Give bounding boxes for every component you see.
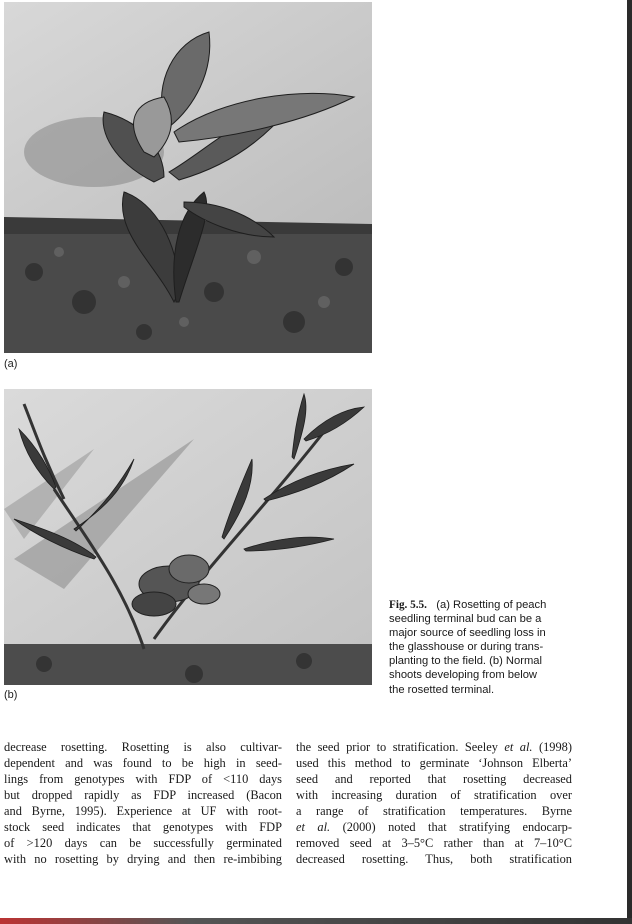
text-line: removed seed at 3–5°C rather than at 7–10°C	[296, 836, 572, 851]
photo-b-image	[4, 389, 372, 685]
text-line: and Byrne, 1995). Experience at UF with root-	[4, 804, 282, 819]
page-right-edge	[627, 0, 632, 924]
text-line: of >120 days can be successfully germinated	[4, 836, 282, 851]
text-line: decrease rosetting. Rosetting is also cultivar-	[4, 740, 282, 754]
caption-line: shoots developing from below	[389, 669, 538, 682]
caption-line: the rosetted terminal.	[389, 683, 495, 696]
text-line: decreased rosetting. Thus, both stratification	[296, 852, 572, 867]
text-line: with increasing duration of stratification over	[296, 788, 572, 803]
text-line: the seed prior to stratification. Seeley et al. (1998)	[296, 740, 572, 754]
caption-line: the glasshouse or during trans-	[389, 641, 544, 654]
figure-caption	[389, 598, 575, 697]
photo-b-label: (b)	[4, 689, 18, 701]
text-line: stock seed indicates that genotypes with FDP	[4, 820, 282, 835]
caption-line: seedling terminal bud can be a	[389, 613, 542, 626]
caption-line: major source of seedling loss in	[389, 627, 546, 640]
photo-normal-shoots	[4, 389, 372, 685]
text-line: but dropped rapidly as FDP increased (Bacon	[4, 788, 282, 803]
text-line: lings from genotypes with FDP of <110 days	[4, 772, 282, 787]
body-text-left-column	[4, 739, 282, 867]
caption-line: Fig. 5.5. (a) Rosetting of peach	[389, 599, 547, 611]
text-line: used this method to germinate ‘Johnson Elberta’	[296, 756, 572, 771]
text-line: et al. (2000) noted that stratifying endocarp-	[296, 820, 573, 835]
caption-figure-number: Fig. 5.5.	[389, 599, 427, 611]
text-line: seed and reported that rosetting decreased	[296, 772, 572, 787]
photo-rosetted-seedling	[4, 2, 372, 353]
caption-line: planting to the field. (b) Normal	[389, 655, 542, 668]
text-line: with no rosetting by drying and then re-imbibing	[4, 852, 282, 867]
text-line: a range of stratification temperatures. Byrne	[296, 804, 572, 819]
text-line: dependent and was found to be high in seed-	[4, 756, 282, 771]
photo-a-image	[4, 2, 372, 353]
body-text-right-column	[296, 739, 572, 867]
photo-a-label: (a)	[4, 358, 18, 370]
page-bottom-edge	[0, 918, 632, 924]
